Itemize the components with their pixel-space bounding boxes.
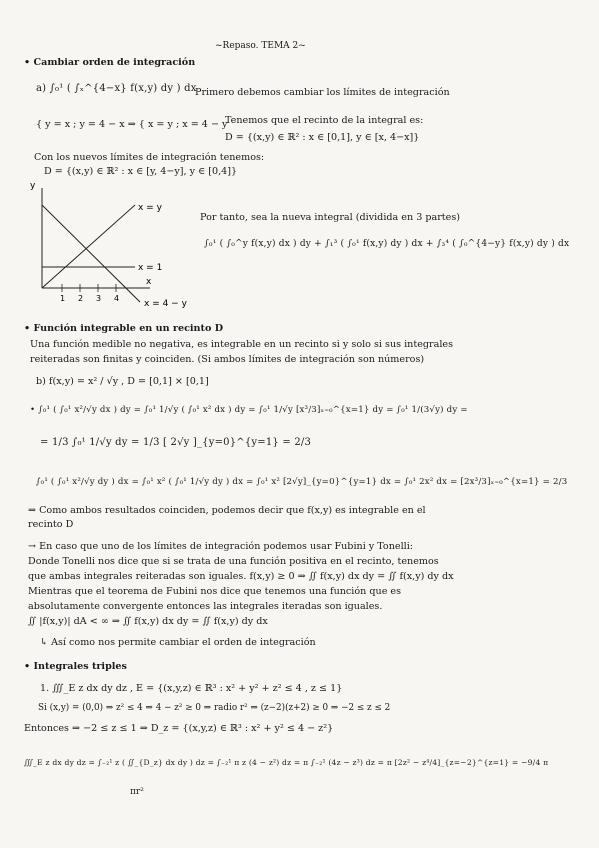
- section-heading-funcion-integrable: • Función integrable en un recinto D: [24, 323, 224, 334]
- new-integral: ∫₀¹ ( ∫₀^y f(x,y) dx ) dy + ∫₁³ ( ∫₀¹ f(x,y) dy ) dx + ∫₃⁴ ( ∫₀^{4−y} f(x,y) dy ) dx: [204, 239, 570, 249]
- heading-text: Integrales triples: [33, 661, 127, 672]
- y-axis-label: y: [30, 181, 36, 191]
- tick-label-2: 2: [78, 294, 84, 303]
- label-x-eq-1: x = 1: [138, 263, 163, 273]
- fubini-line-5: absolutamente convergente entonces las integrales iteradas son iguales.: [28, 601, 383, 612]
- system-of-equations: { y = x ; y = 4 − x ⇒ { x = y ; x = 4 − y: [36, 119, 228, 130]
- tick-label-4: 4: [114, 294, 120, 303]
- z-bounds-derivation: Si (x,y) = (0,0) ⇒ z² ≤ 4 ⇒ 4 − z² ≥ 0 ⇒ radio r² ⇒ (z−2)(z+2) ≥ 0 ⇒ −2 ≤ z ≤ 2: [38, 703, 391, 713]
- section-heading-integrales-triples: • Integrales triples: [24, 661, 127, 672]
- example-b-function: b) f(x,y) = x² / √y , D = [0,1] × [0,1]: [36, 376, 209, 387]
- label-x-eq-4-minus-y: x = 4 − y: [144, 299, 187, 309]
- iterated-integral-2: ∫₀¹ ( ∫₀¹ x²/√y dy ) dx = ∫₀¹ x² ( ∫₀¹ 1/√y dy ) dx = ∫₀¹ x² [2√y]_{y=0}^{y=1} dx = ∫₀¹ 2x² dx = [2x³/3]ₓ₌₀^{x=1} = 2/3: [36, 477, 568, 487]
- fubini-line-6: ∬ |f(x,y)| dA < ∞ ⇒ ∬ f(x,y) dx dy = ∬ f(x,y) dy dx: [28, 616, 268, 627]
- integral-a: a) ∫₀¹ ( ∫ₓ^{4−x} f(x,y) dy ) dx: [36, 83, 197, 94]
- dz-region: Entonces ⇒ −2 ≤ z ≤ 1 ⇒ D_z = {(x,y,z) ∈ ℝ³ : x² + y² ≤ 4 − z²}: [24, 723, 334, 734]
- line-x-eq-4-minus-y: [42, 205, 140, 302]
- fubini-line-7: ↳ Así como nos permite cambiar el orden de integración: [40, 637, 316, 648]
- label-x-eq-y: x = y: [138, 203, 162, 213]
- fubini-line-2: Donde Tonelli nos dice que si se trata de una función positiva en el recinto, tenemos: [28, 556, 439, 567]
- tick-label-3: 3: [96, 294, 102, 303]
- recinto-text: Tenemos que el recinto de la integral es:: [225, 115, 424, 126]
- fubini-line-4: Mientras que el teorema de Fubini nos dice que tenemos una función que es: [28, 586, 402, 597]
- fubini-line-3: que ambas integrales reiteradas son iguales. f(x,y) ≥ 0 ⇒ ∬ f(x,y) dx dy = ∬ f(x,y) dy dx: [28, 571, 454, 582]
- triple-integral-solution: ∭_E z dx dy dz = ∫₋₂¹ z ( ∬_{D_z} dx dy ) dz = ∫₋₂¹ π z (4 − z²) dz = π ∫₋₂¹ (4z − z³) dz = π [2z² − z⁴/4]_{z=−2}^{z=1} = −9/4 π: [24, 758, 549, 767]
- por-tanto-text: Por tanto, sea la nueva integral (dividida en 3 partes): [200, 212, 461, 223]
- x-axis-label: x: [146, 277, 152, 287]
- new-limits-text: Con los nuevos límites de integración tenemos:: [34, 152, 265, 163]
- conclusion-line-1: ⇒ Como ambos resultados coinciden, podemos decir que f(x,y) es integrable en el: [28, 505, 426, 516]
- note-change-limits: Primero debemos cambiar los límites de integración: [195, 87, 450, 98]
- pi-r-squared-note: πr²: [130, 787, 144, 797]
- region-graph: [20, 180, 195, 310]
- iterated-integral-1-result: = 1/3 ∫₀¹ 1/√y dy = 1/3 [ 2√y ]_{y=0}^{y=1} = 2/3: [40, 437, 312, 448]
- new-region-set: D = {(x,y) ∈ ℝ² : x ∈ [y, 4−y], y ∈ [0,4]}: [44, 166, 238, 177]
- section-heading-cambiar-orden: • Cambiar orden de integración: [24, 57, 196, 68]
- definition-line-1: Una función medible no negativa, es integrable en un recinto si y solo si sus integrales: [30, 339, 454, 350]
- definition-line-2: reiteradas son finitas y coinciden. (Si ambos límites de integración son números): [30, 354, 425, 365]
- line-x-eq-y: [42, 205, 135, 288]
- fubini-line-1: → En caso que uno de los límites de integración podemos usar Fubini y Tonelli:: [28, 541, 414, 552]
- tick-label-1: 1: [60, 294, 66, 303]
- heading-text: Función integrable en un recinto D: [33, 323, 224, 334]
- triple-integral-problem: 1. ∭_E z dx dy dz , E = {(x,y,z) ∈ ℝ³ : x² + y² + z² ≤ 4 , z ≤ 1}: [40, 683, 343, 694]
- recinto-set: D = {(x,y) ∈ ℝ² : x ∈ [0,1], y ∈ [x, 4−x]}: [225, 132, 420, 143]
- conclusion-line-2: recinto D: [28, 519, 74, 530]
- heading-text: Cambiar orden de integración: [33, 57, 196, 68]
- iterated-integral-1: • ∫₀¹ ( ∫₀¹ x²/√y dx ) dy = ∫₀¹ 1/√y ( ∫₀¹ x² dx ) dy = ∫₀¹ 1/√y [x³/3]ₓ₌₀^{x=1} dy = ∫₀¹ 1/(3√y) dy =: [30, 405, 468, 415]
- page-title: ~Repaso. TEMA 2~: [215, 41, 306, 51]
